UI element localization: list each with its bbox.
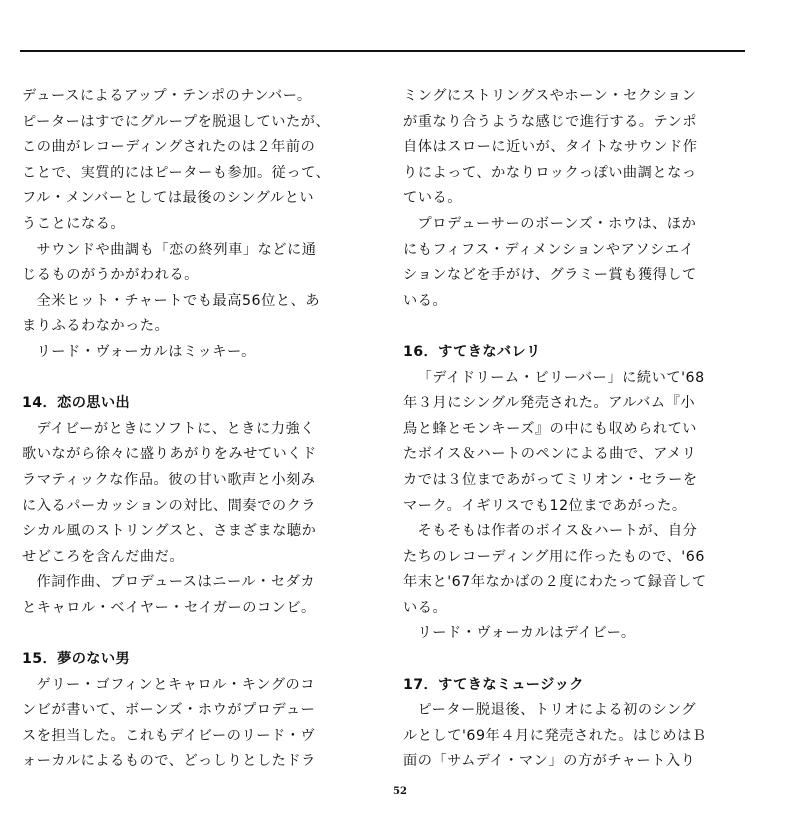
track-heading: 14．恋の思い出: [22, 395, 131, 412]
paragraph-first-line: デイビーがときにソフトに、ときに力強く: [36, 420, 315, 437]
text-line: スを担当した。これもデイビーのリード・ヴ: [22, 727, 316, 744]
paragraph-first-line: 全米ヒット・チャートでも最高56位と、あ: [36, 292, 321, 309]
text-line: この曲がレコーディングされたのは２年前の: [22, 139, 316, 156]
paragraph-first-line: そもそもは作者のボイス＆ハートが、自分: [417, 523, 698, 540]
paragraph-first-line: リード・ヴォーカルはデイビー。: [417, 625, 636, 642]
text-line: 年３月にシングル発売された。アルバム『小: [403, 395, 696, 412]
paragraph-first-line: 作詞作曲、プロデュースはニール・セダカ: [36, 574, 316, 591]
paragraph-first-line: リード・ヴォーカルはミッキー。: [36, 343, 256, 360]
text-line: ォーカルによるもので、どっしりとしたドラ: [22, 753, 316, 770]
text-line: ピーターはすでにグループを脱退していたが、: [22, 113, 331, 130]
track-heading: 17．すてきなミュージック: [403, 676, 584, 693]
text-line: いる。: [403, 599, 448, 616]
paragraph-first-line: 「デイドリーム・ビリーバー」に続いて'68: [417, 369, 705, 386]
text-line: 鳥と蜂とモンキーズ』の中にも収められてい: [403, 420, 698, 437]
paragraph-spacer: [22, 621, 372, 647]
text-line: ラマティックな作品。彼の甘い歌声と小刻み: [22, 471, 316, 488]
text-line: フル・メンバーとしては最後のシングルとい: [22, 190, 315, 207]
text-line: たちのレコーディング用に作ったもので、'66: [403, 548, 705, 565]
paragraph-first-line: サウンドや曲調も「恋の終列車」などに通: [36, 241, 317, 258]
text-line: じるものがうかがわれる。: [22, 267, 199, 284]
page-number: 52: [393, 786, 407, 797]
text-line: 面の「サムデイ・マン」の方がチャート入り: [403, 753, 696, 770]
text-line: いる。: [403, 292, 448, 309]
left-text-column: [22, 84, 372, 775]
text-line: 自体はスローに近いが、タイトなサウンド作: [403, 139, 698, 156]
text-line: たボイス＆ハートのペンによる曲で、アメリ: [403, 446, 697, 463]
paragraph-spacer: [22, 366, 372, 392]
text-line: せどころを含んだ曲だ。: [22, 548, 185, 565]
text-line: デュースによるアップ・テンポのナンバー。: [22, 88, 312, 104]
text-line: シカル風のストリングスと、さまざまな聴か: [22, 523, 317, 540]
text-line: ことで、実質的にはピーターも参加。従って、: [22, 164, 331, 181]
text-line: りによって、かなりロックっぽい曲調となっ: [403, 164, 697, 181]
text-line: が重なり合うような感じで進行する。テンポ: [403, 113, 698, 130]
paragraph-first-line: ピーター脱退後、トリオによる初のシング: [417, 702, 697, 719]
text-line: まりふるわなかった。: [22, 318, 170, 335]
text-line: ミングにストリングスやホーン・セクション: [403, 88, 697, 104]
text-line: 歌いながら徐々に盛りあがりをみせていくド: [22, 446, 317, 463]
text-line: 年末と'67年なかばの２度にわたって録音して: [403, 574, 707, 591]
text-line: マーク。イギリスでも12位まであがった。: [403, 497, 687, 514]
text-line: にもフィフス・ディメンションやアソシエイ: [403, 241, 695, 258]
paragraph-spacer: [403, 314, 753, 340]
text-line: とキャロル・ベイヤー・セイガーのコンビ。: [22, 599, 316, 616]
paragraph-first-line: プロデューサーのボーンズ・ホウは、ほか: [417, 215, 697, 232]
text-line: ている。: [403, 190, 462, 207]
track-heading: 16．すてきなバレリ: [403, 343, 541, 360]
text-line: うことになる。: [22, 215, 126, 232]
text-line: ルとして'69年４月に発売された。はじめはＢ: [403, 727, 707, 744]
right-text-column: [403, 84, 753, 775]
paragraph-first-line: ゲリー・ゴフィンとキャロル・キングのコ: [36, 676, 315, 693]
text-line: ションなどを手がけ、グラミー賞も獲得して: [403, 267, 697, 284]
paragraph-spacer: [403, 647, 753, 673]
text-line: ンビが書いて、ボーンズ・ホウがプロデュー: [22, 702, 316, 719]
text-line: に入るパーカッションの対比、間奏でのクラ: [22, 497, 317, 514]
track-heading: 15．夢のない男: [22, 651, 131, 668]
header-rule: [20, 50, 745, 52]
text-line: カでは３位まであがってミリオン・セラーを: [403, 471, 698, 488]
